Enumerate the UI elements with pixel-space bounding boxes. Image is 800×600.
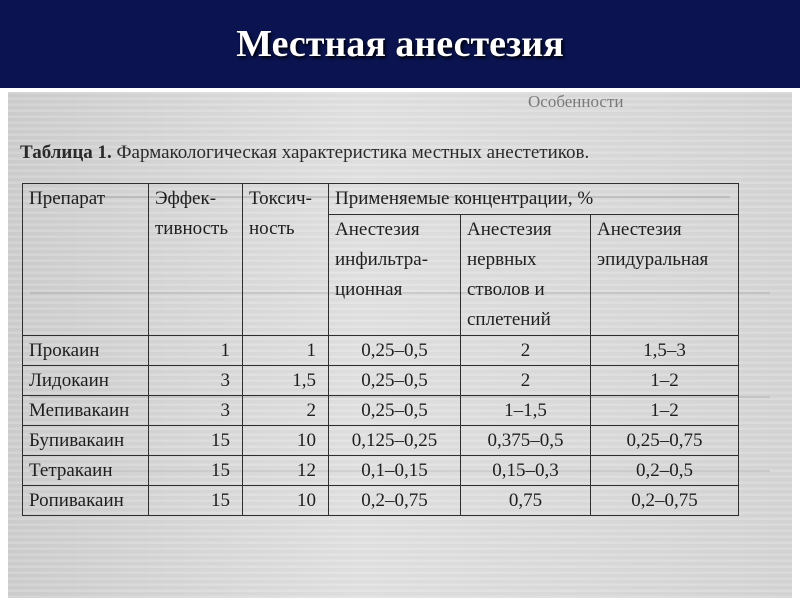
cell-nerve: 0,375–0,5 xyxy=(461,426,591,456)
table-header-row xyxy=(23,184,739,215)
cell-efficacy: 3 xyxy=(149,396,243,426)
header-infiltration: Анестезия инфильтра-ционная xyxy=(329,215,461,336)
cell-efficacy: 15 xyxy=(149,486,243,516)
header-drug: Препарат xyxy=(23,184,149,336)
cell-nerve: 0,75 xyxy=(461,486,591,516)
cell-efficacy: 15 xyxy=(149,456,243,486)
header-toxicity: Токсич-ность xyxy=(243,184,329,336)
cell-efficacy: 3 xyxy=(149,366,243,396)
cell-infiltration: 0,2–0,75 xyxy=(329,486,461,516)
header-nerve: Анестезия нервных стволов и сплетений xyxy=(461,215,591,336)
cell-epidural: 0,2–0,5 xyxy=(591,456,739,486)
table-row xyxy=(23,336,739,366)
cell-epidural: 0,2–0,75 xyxy=(591,486,739,516)
table-label: Таблица 1. xyxy=(20,142,112,163)
table-caption-text: Фармакологическая характеристика местных анестетиков. xyxy=(116,142,590,163)
table-row xyxy=(23,456,739,486)
cell-epidural: 0,25–0,75 xyxy=(591,426,739,456)
anesthetics-table xyxy=(22,183,739,516)
cell-epidural: 1–2 xyxy=(591,366,739,396)
slide-title-bar xyxy=(0,0,800,88)
cell-drug: Прокаин xyxy=(23,336,149,366)
cell-toxicity: 2 xyxy=(243,396,329,426)
cell-nerve: 2 xyxy=(461,366,591,396)
scan-header-fragment: Особенности xyxy=(528,92,624,111)
cell-infiltration: 0,25–0,5 xyxy=(329,366,461,396)
cell-toxicity: 12 xyxy=(243,456,329,486)
cell-drug: Тетракаин xyxy=(23,456,149,486)
cell-drug: Ропивакаин xyxy=(23,486,149,516)
table-caption xyxy=(20,142,589,164)
cell-efficacy: 1 xyxy=(149,336,243,366)
header-concentrations: Применяемые концентрации, % xyxy=(329,184,739,215)
cell-toxicity: 1 xyxy=(243,336,329,366)
table-row xyxy=(23,426,739,456)
slide-title: Местная анестезия xyxy=(236,23,564,65)
cell-drug: Лидокаин xyxy=(23,366,149,396)
header-epidural: Анестезия эпидуральная xyxy=(591,215,739,336)
cell-nerve: 0,15–0,3 xyxy=(461,456,591,486)
cell-toxicity: 10 xyxy=(243,486,329,516)
cell-drug: Бупивакаин xyxy=(23,426,149,456)
cell-infiltration: 0,1–0,15 xyxy=(329,456,461,486)
cell-infiltration: 0,25–0,5 xyxy=(329,336,461,366)
table-row xyxy=(23,366,739,396)
header-efficacy: Эффек-тивность xyxy=(149,184,243,336)
cell-toxicity: 10 xyxy=(243,426,329,456)
cell-infiltration: 0,125–0,25 xyxy=(329,426,461,456)
cell-nerve: 1–1,5 xyxy=(461,396,591,426)
cell-efficacy: 15 xyxy=(149,426,243,456)
cell-epidural: 1–2 xyxy=(591,396,739,426)
cell-infiltration: 0,25–0,5 xyxy=(329,396,461,426)
cell-nerve: 2 xyxy=(461,336,591,366)
cell-toxicity: 1,5 xyxy=(243,366,329,396)
cell-drug: Мепивакаин xyxy=(23,396,149,426)
cell-epidural: 1,5–3 xyxy=(591,336,739,366)
table-row xyxy=(23,396,739,426)
table-row xyxy=(23,486,739,516)
